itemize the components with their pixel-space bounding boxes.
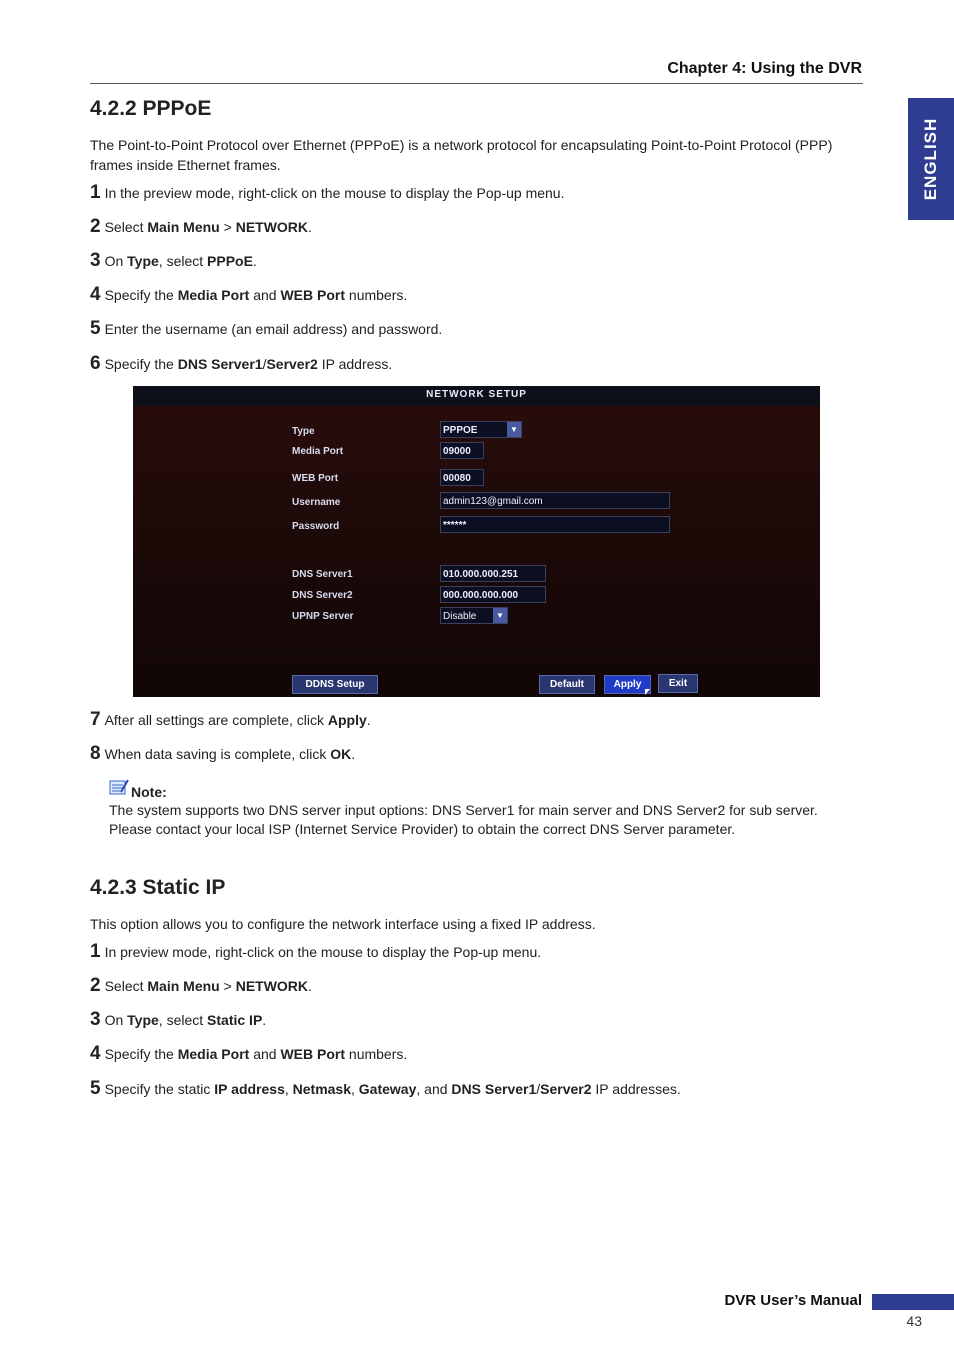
pppoe-step-5: 5 Enter the username (an email address) and password. [90, 318, 443, 339]
chevron-down-icon: ▼ [507, 422, 521, 437]
password-label: Password [292, 521, 340, 532]
network-setup-screenshot [133, 386, 820, 697]
username-label: Username [292, 497, 341, 508]
dns1-field[interactable]: 010.000.000.251 [440, 565, 546, 582]
upnp-label: UPNP Server [292, 611, 354, 622]
note-label: Note: [131, 784, 167, 800]
screenshot-title: NETWORK SETUP [426, 389, 527, 400]
web-port-field[interactable]: 00080 [440, 469, 484, 486]
pppoe-step-6: 6 Specify the DNS Server1/Server2 IP address. [90, 353, 393, 374]
language-tab-label: ENGLISH [921, 117, 940, 201]
pppoe-step-2: 2 Select Main Menu > NETWORK. [90, 216, 312, 237]
type-select[interactable]: PPPOE ▼ [440, 421, 522, 438]
pppoe-intro: The Point-to-Point Protocol over Ethernet (PPPoE) is a network protocol for encapsulating Point-to-Point Protocol (PPP) frames inside Ethernet frames. [90, 137, 833, 173]
ddns-setup-button[interactable]: DDNS Setup [292, 675, 378, 694]
static-step-3: 3 On Type, select Static IP. [90, 1009, 267, 1030]
pppoe-step-7: 7 After all settings are complete, click Apply. [90, 709, 371, 730]
note-icon [109, 779, 129, 795]
pppoe-step-1: 1 In the preview mode, right-click on the mouse to display the Pop-up menu. [90, 182, 565, 203]
section-title-pppoe: 4.2.2 PPPoE [90, 97, 212, 120]
note-text: The system supports two DNS server input options: DNS Server1 for main server and DNS Server2 for sub server. Please contact your local ISP (Internet Service Provider) to obtain the correct DNS Server parameter. [109, 802, 818, 837]
section-title-static-ip: 4.2.3 Static IP [90, 876, 226, 899]
media-port-label: Media Port [292, 446, 344, 457]
page-number: 43 [906, 1313, 922, 1329]
static-ip-intro: This option allows you to configure the network interface using a fixed IP address. [90, 916, 596, 932]
media-port-field[interactable]: 09000 [440, 442, 484, 459]
default-button[interactable]: Default [539, 675, 595, 694]
footer-accent-bar [872, 1294, 954, 1310]
language-tab [908, 98, 954, 220]
static-step-1: 1 In preview mode, right-click on the mouse to display the Pop-up menu. [90, 941, 542, 962]
web-port-label: WEB Port [292, 473, 339, 484]
password-field[interactable]: ****** [440, 516, 670, 533]
chevron-down-icon: ▼ [493, 608, 507, 623]
pppoe-step-8: 8 When data saving is complete, click OK. [90, 743, 356, 764]
static-step-4: 4 Specify the Media Port and WEB Port numbers. [90, 1043, 408, 1064]
apply-button[interactable]: Apply [604, 675, 651, 694]
username-field[interactable]: admin123@gmail.com [440, 492, 670, 509]
dns2-field[interactable]: 000.000.000.000 [440, 586, 546, 603]
dns1-label: DNS Server1 [292, 569, 353, 580]
static-step-2: 2 Select Main Menu > NETWORK. [90, 975, 312, 996]
dns2-label: DNS Server2 [292, 590, 353, 601]
chapter-header: Chapter 4: Using the DVR [667, 60, 862, 77]
upnp-select[interactable]: Disable ▼ [440, 607, 508, 624]
type-label: Type [292, 426, 315, 437]
pppoe-step-4: 4 Specify the Media Port and WEB Port numbers. [90, 284, 408, 305]
pppoe-step-3: 3 On Type, select PPPoE. [90, 250, 257, 271]
static-step-5: 5 Specify the static IP address, Netmask, Gateway, and DNS Server1/Server2 IP addresses. [90, 1078, 681, 1099]
footer-manual-title: DVR User’s Manual [724, 1292, 862, 1309]
exit-button[interactable]: Exit [658, 674, 698, 693]
header-rule [90, 83, 863, 84]
mouse-cursor-icon [645, 689, 650, 695]
